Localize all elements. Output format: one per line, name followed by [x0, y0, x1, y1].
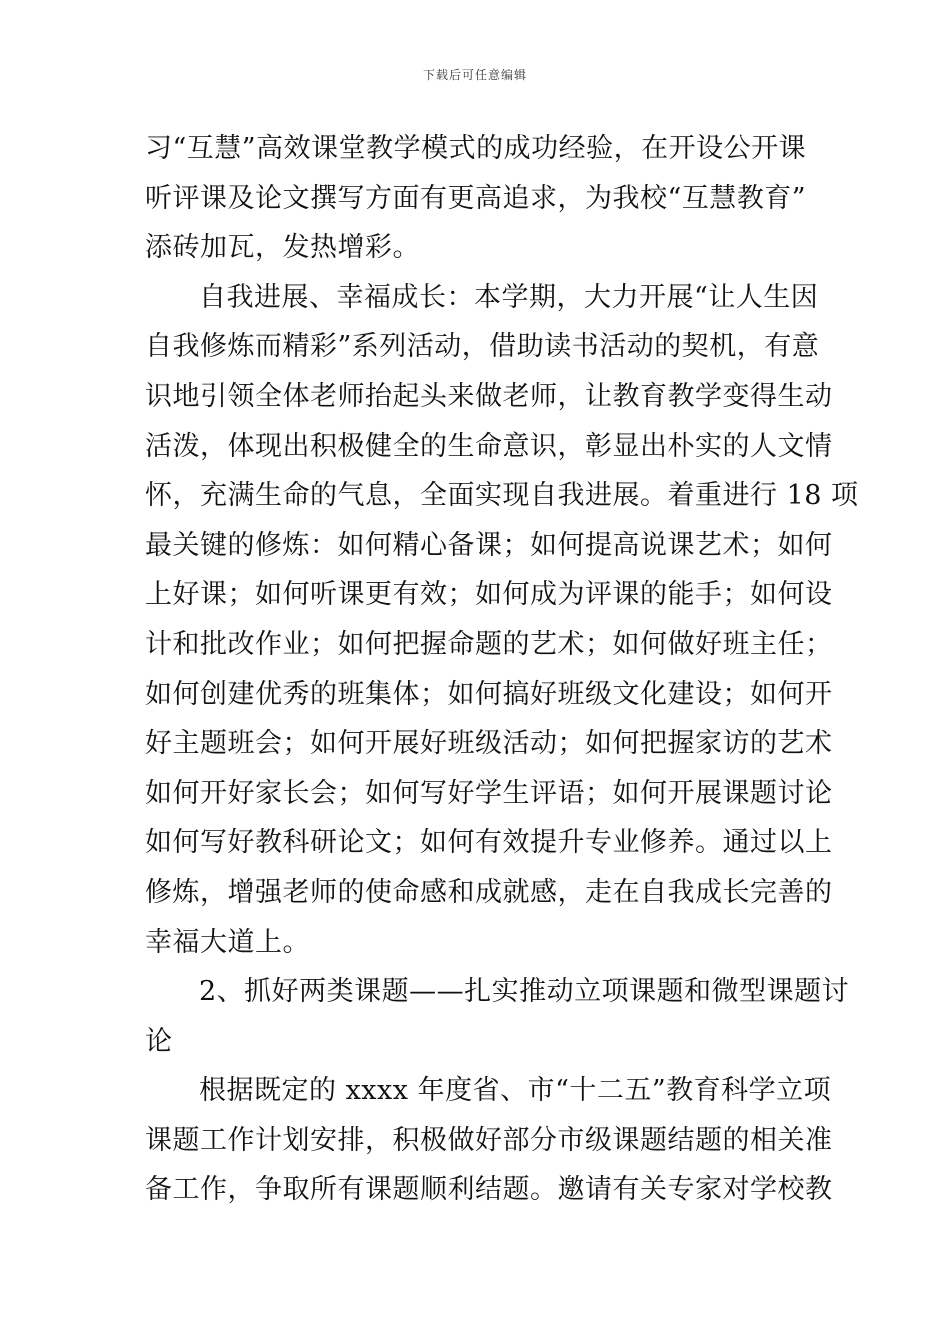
page-header: 下载后可任意编辑 — [422, 68, 527, 82]
paragraph-start-line: 根据既定的 xxxx 年度省、市“十二五”教育科学立项 — [199, 1075, 832, 1107]
text-line: 如何创建优秀的班集体；如何搞好班级文化建设；如何开 — [145, 678, 833, 710]
text-line: 活泼，体现出积极健全的生命意识，彰显出朴实的人文情 — [145, 430, 833, 462]
text-line: 如何写好教科研论文；如何有效提升专业修养。通过以上 — [145, 827, 833, 859]
text-line: 怀，充满生命的气息，全面实现自我进展。着重进行 18 项 — [145, 480, 859, 512]
text-line: 识地引领全体老师抬起头来做老师，让教育教学变得生动 — [145, 380, 833, 412]
text-line: 好主题班会；如何开展好班级活动；如何把握家访的艺术 — [145, 728, 833, 760]
text-line: 自我修炼而精彩”系列活动，借助读书活动的契机，有意 — [145, 331, 820, 363]
text-line: 修炼，增强老师的使命感和成就感，走在自我成长完善的 — [145, 876, 833, 908]
section-heading-line: 2、抓好两类课题——扎实推动立项课题和微型课题讨 — [199, 976, 850, 1008]
text-line: 课题工作计划安排，积极做好部分市级课题结题的相关准 — [145, 1124, 833, 1156]
paragraph-start-line: 自我进展、幸福成长：本学期，大力开展“让人生因 — [199, 281, 819, 313]
section-heading-line: 论 — [145, 1025, 173, 1057]
text-line: 最关键的修炼：如何精心备课；如何提高说课艺术；如何 — [145, 529, 833, 561]
document-body — [145, 124, 859, 1215]
text-line: 习“互慧”高效课堂教学模式的成功经验，在开设公开课 — [145, 133, 807, 164]
text-line: 上好课；如何听课更有效；如何成为评课的能手；如何设 — [145, 579, 833, 611]
text-line: 听评课及论文撰写方面有更高追求，为我校“互慧教育” — [145, 182, 807, 214]
text-line: 计和批改作业；如何把握命题的艺术；如何做好班主任； — [145, 628, 833, 660]
text-line: 备工作，争取所有课题顺利结题。邀请有关专家对学校教 — [145, 1174, 833, 1206]
text-line: 添砖加瓦，发热增彩。 — [145, 232, 420, 264]
text-line: 幸福大道上。 — [145, 926, 310, 958]
text-line: 如何开好家长会；如何写好学生评语；如何开展课题讨论 — [145, 777, 833, 809]
